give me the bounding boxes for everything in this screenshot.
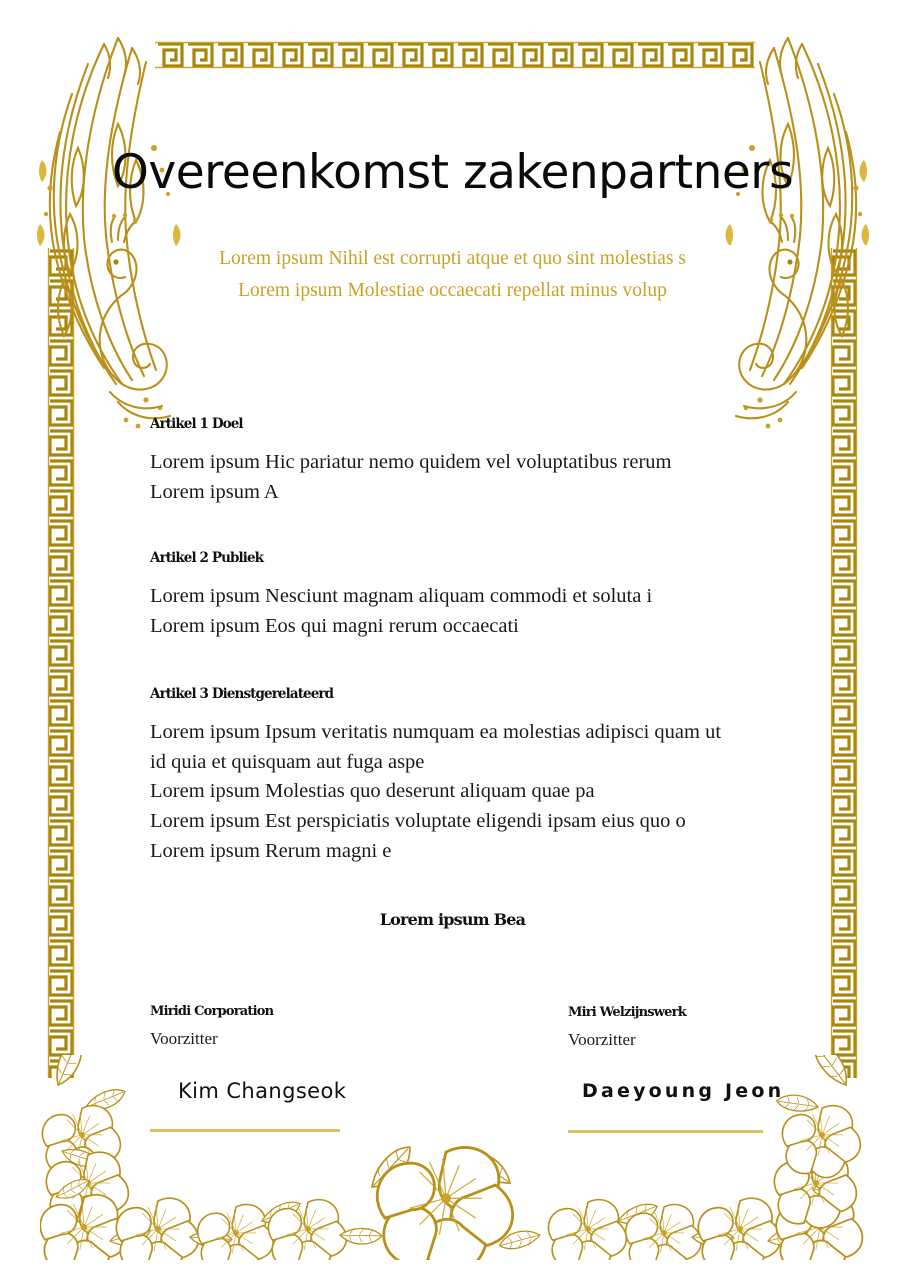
article-body-line: Lorem ipsum A <box>150 480 279 503</box>
peacock-ornament-top-left <box>26 28 206 438</box>
article-heading-2: Artikel 2 Publiek <box>150 550 264 566</box>
signature-block-left <box>150 1004 450 1132</box>
signature-line <box>150 1129 340 1132</box>
signature-name: Kim Changseok <box>178 1079 347 1103</box>
article-body-line: Lorem ipsum Est perspiciatis voluptate eligendi ipsam eius quo o <box>150 810 686 833</box>
article-section-1 <box>150 416 790 507</box>
article-body-3 <box>150 718 790 867</box>
signature-name: Daeyoung Jeon <box>582 1080 785 1102</box>
article-body-line: Lorem ipsum Rerum magni e <box>150 839 392 862</box>
article-body-line: Lorem ipsum Ipsum veritatis numquam ea molestias adipisci quam ut <box>150 721 722 743</box>
subtitle-line-2: Lorem ipsum Molestiae occaecati repellat minus volup <box>238 279 667 301</box>
closing-statement: Lorem ipsum Bea <box>379 910 526 929</box>
article-body-line: Lorem ipsum Molestias quo deserunt aliquam quae pa <box>150 780 595 803</box>
article-body-line: Lorem ipsum Nesciunt magnam aliquam commodi et soluta i <box>150 585 653 607</box>
article-body-2 <box>150 582 790 641</box>
article-section-3 <box>150 686 790 867</box>
signature-line <box>568 1130 763 1133</box>
signature-role: Voorzitter <box>568 1030 636 1049</box>
article-body-line: Lorem ipsum Hic pariatur nemo quidem vel voluptatibus rerum <box>150 451 672 473</box>
article-heading-1: Artikel 1 Doel <box>150 416 243 432</box>
article-section-2 <box>150 550 790 641</box>
signature-role: Voorzitter <box>150 1029 218 1048</box>
article-body-1 <box>150 448 790 507</box>
subtitle-line-1: Lorem ipsum Nihil est corrupti atque et quo sint molestias s <box>219 248 686 269</box>
signature-organization: Miri Welzijnswerk <box>568 1005 686 1020</box>
signature-organization: Miridi Corporation <box>150 1004 274 1019</box>
greek-key-border-top <box>155 41 755 69</box>
article-heading-3: Artikel 3 Dienstgerelateerd <box>150 686 334 702</box>
signature-block-right <box>568 1005 868 1133</box>
peacock-ornament-top-right <box>700 28 880 438</box>
page-title: Overeenkomst zakenpartners <box>111 145 794 200</box>
article-body-line: Lorem ipsum Eos qui magni rerum occaecati <box>150 614 519 637</box>
document-subtitle <box>0 243 905 306</box>
article-body-line: id quia et quisquam aut fuga aspe <box>150 750 425 773</box>
